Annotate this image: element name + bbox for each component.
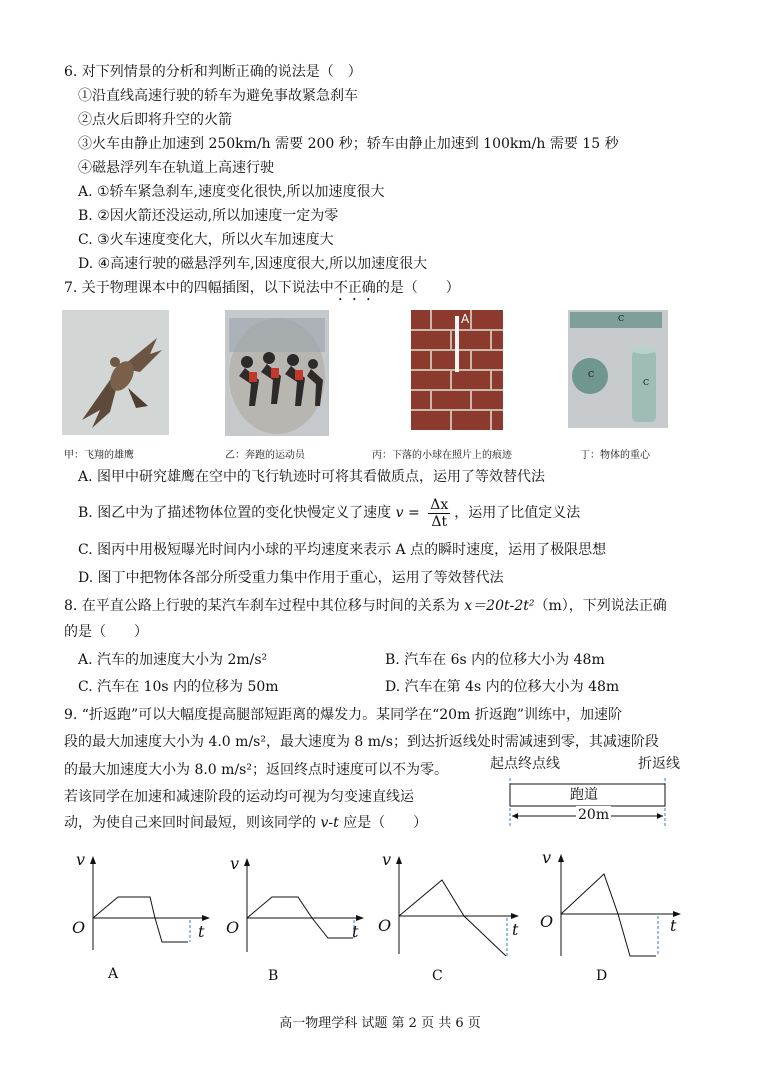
velocity-fraction: $\frac{\Delta x}{\Delta t}$ bbox=[430, 496, 449, 530]
brick-wall-picture bbox=[411, 310, 503, 430]
graph-a bbox=[70, 850, 215, 960]
graph-b-origin-label: O bbox=[226, 918, 240, 937]
q6-stem: 6. 对下列情景的分析和判断正确的说法是（ ） bbox=[64, 64, 362, 80]
q6-item-1: ①沿直线高速行驶的轿车为避免事故紧急刹车 bbox=[78, 88, 358, 104]
graph-d-name: D bbox=[596, 968, 608, 984]
track-road-label: 跑道 bbox=[570, 787, 598, 803]
q9-line-1: 9. “折返跑”可以大幅度提高腿部短距离的爆发力。某同学在“20m 折返跑”训练中，加速阶 bbox=[64, 707, 622, 723]
q6-item-2: ②点火后即将升空的火箭 bbox=[78, 112, 232, 128]
graph-d-origin-label: O bbox=[540, 912, 554, 931]
track-distance-label: 20m bbox=[578, 807, 610, 823]
graph-c-v-label: v bbox=[382, 850, 392, 869]
q8-stem: 8. 在平直公路上行驶的某汽车刹车过程中其位移与时间的关系为 x＝20t-2t²（m），下列说法正确 bbox=[64, 598, 667, 614]
runners-picture bbox=[225, 310, 329, 436]
graph-a-t-label: t bbox=[198, 922, 205, 941]
cog-label-cylinder: C bbox=[643, 378, 650, 387]
page-footer: 高一物理学科 试题 第 2 页 共 6 页 bbox=[279, 1016, 481, 1031]
q7-option-b: B. 图乙中为了描述物体位置的变化快慢定义了速度 v = $\frac{\Delta x}{\Delta t}$ ，运用了比值定义法 bbox=[78, 496, 581, 530]
q7-stem: 7. 关于物理课本中的四幅插图，以下说法中不正确的是（ ） bbox=[64, 280, 460, 296]
graph-a-v-label: v bbox=[76, 850, 86, 869]
caption-ball: 丙：下落的小球在照片上的痕迹 bbox=[372, 450, 512, 461]
q7-stem-emphasis: 不正确 bbox=[333, 280, 376, 296]
graph-a-name: A bbox=[108, 966, 119, 982]
q7-option-a: A. 图甲中研究雄鹰在空中的飞行轨迹时可将其看做质点，运用了等效替代法 bbox=[78, 469, 546, 485]
q8-stem-line2: 的是（ ） bbox=[64, 624, 148, 640]
center-of-gravity-picture bbox=[568, 310, 668, 428]
graph-c-name: C bbox=[432, 968, 443, 984]
start-finish-line-label: 起点终点线 bbox=[490, 756, 560, 772]
q9-line-4: 若该同学在加速和减速阶段的运动均可视为匀变速直线运 bbox=[64, 789, 414, 805]
graph-b-v-label: v bbox=[230, 854, 240, 873]
q6-option-a: A. ①轿车紧急刹车,速度变化很快,所以加速度很大 bbox=[78, 184, 385, 200]
graph-a-origin-label: O bbox=[72, 918, 86, 937]
q8-option-b: B. 汽车在 6s 内的位移大小为 48m bbox=[385, 652, 605, 668]
q9-line-3: 的最大加速度大小为 8.0 m/s²；返回终点时速度可以不为零。 bbox=[64, 762, 448, 778]
caption-runners: 乙：奔跑的运动员 bbox=[225, 450, 305, 461]
graph-d-t-label: t bbox=[670, 916, 677, 935]
q9-line-2: 段的最大加速度大小为 4.0 m/s²，最大速度为 8 m/s；到达折返线处时需减速到零，其减速阶段 bbox=[64, 734, 659, 750]
graph-b bbox=[226, 852, 371, 962]
q9-line-5: 动，为使自己来回时间最短，则该同学的 v-t 应是（ ） bbox=[64, 815, 428, 831]
q7-option-c: C. 图丙中用极短曝光时间内小球的平均速度来表示 A 点的瞬时速度，运用了极限思想 bbox=[78, 542, 607, 558]
q6-option-d: D. ④高速行驶的磁悬浮列车,因速度很大,所以加速度很大 bbox=[78, 256, 428, 272]
q6-item-3: ③火车由静止加速到 250km/h 需要 200 秒；轿车由静止加速到 100km/h 需要 15 秒 bbox=[78, 136, 619, 152]
caption-gravity: 丁：物体的重心 bbox=[580, 450, 650, 461]
cog-label-sphere: C bbox=[588, 370, 595, 379]
cog-label-bar: C bbox=[618, 314, 625, 323]
q8-option-c: C. 汽车在 10s 内的位移为 50m bbox=[78, 679, 279, 695]
ball-point-label: A bbox=[461, 312, 470, 326]
graph-b-name: B bbox=[268, 968, 279, 984]
q7-option-d: D. 图丁中把物体各部分所受重力集中作用于重心，运用了等效替代法 bbox=[78, 570, 504, 586]
q6-option-b: B. ②因火箭还没运动,所以加速度一定为零 bbox=[78, 208, 339, 224]
turn-line-label: 折返线 bbox=[638, 756, 680, 772]
graph-d-v-label: v bbox=[542, 848, 552, 867]
q6-item-4: ④磁悬浮列车在轨道上高速行驶 bbox=[78, 160, 274, 176]
q8-option-d: D. 汽车在第 4s 内的位移大小为 48m bbox=[385, 679, 620, 695]
graph-c-origin-label: O bbox=[378, 916, 392, 935]
graph-d bbox=[538, 848, 688, 963]
caption-eagle: 甲：飞翔的雄鹰 bbox=[64, 450, 134, 461]
graph-c bbox=[376, 850, 526, 962]
q8-option-a: A. 汽车的加速度大小为 2m/s² bbox=[78, 652, 268, 668]
graph-c-t-label: t bbox=[512, 920, 519, 939]
eagle-picture bbox=[62, 310, 169, 435]
q6-option-c: C. ③火车速度变化大，所以火车加速度大 bbox=[78, 232, 334, 248]
graph-b-t-label: t bbox=[352, 922, 359, 941]
